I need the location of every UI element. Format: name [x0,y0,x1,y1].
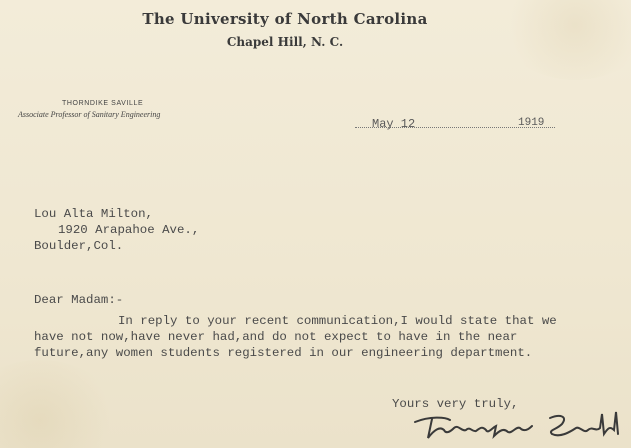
body-line-1: In reply to your recent communication,I would state that we [118,314,557,328]
paper-stain [0,360,120,448]
sender-title: Associate Professor of Sanitary Engineering [18,110,161,119]
body-line-2: have not now,have never had,and do not expect to have in the near [34,330,518,344]
recipient-name: Lou Alta Milton, [34,207,153,221]
recipient-street: 1920 Arapahoe Ave., [58,223,200,237]
letterhead-location: Chapel Hill, N. C. [226,35,344,49]
body-line-3: future,any women students registered in our engineering department. [34,346,533,360]
salutation: Dear Madam:- [34,293,124,307]
date-month-day: May 12 [372,117,416,131]
letterhead-institution: The University of North Carolina [142,10,428,28]
sender-name: THORNDIKE SAVILLE [62,100,144,107]
handwritten-signature [410,408,630,442]
date-year: 1919 [518,117,545,129]
closing: Yours very truly, [392,397,519,411]
recipient-city: Boulder,Col. [34,239,124,253]
